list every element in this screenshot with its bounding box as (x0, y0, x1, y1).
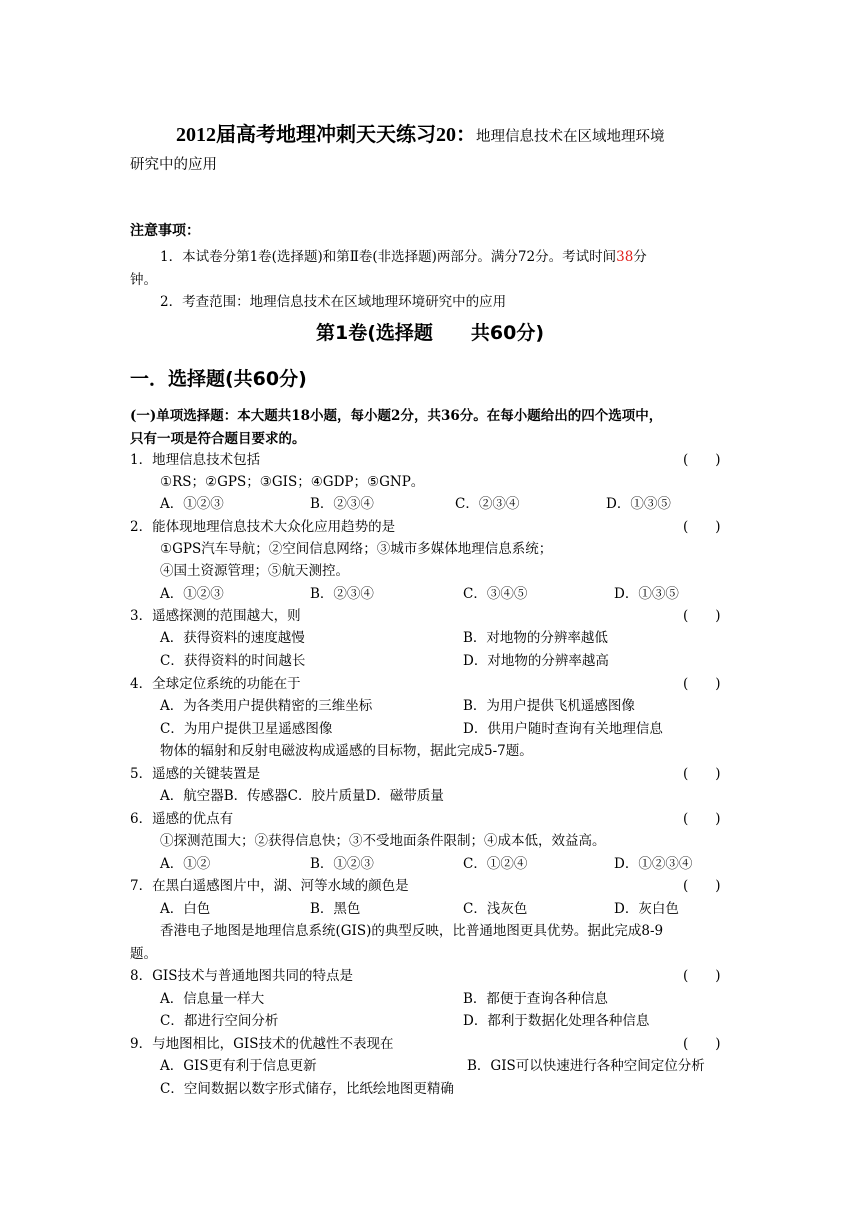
question-2-items-2: ④国土资源管理；⑤航天测控。 (160, 563, 349, 579)
note-item-1 (160, 245, 647, 265)
question-6-stem: 6．遥感的优点有 (130, 811, 234, 827)
option-a: A．获得资料的速度越慢 (160, 630, 305, 646)
question-2-stem: 2．能体现地理信息技术大众化应用趋势的是 (130, 519, 396, 535)
option-c: C．①②④ (463, 856, 528, 872)
exam-time-value: 38 (616, 249, 634, 265)
option-a: A．①②③ (160, 586, 224, 602)
question-5-options: A．航空器B．传感器C．胶片质量D．磁带质量 (160, 788, 444, 804)
note-item-1-text: 1．本试卷分第1卷(选择题)和第Ⅱ卷(非选择题)两部分。满分72分。考试时间 (160, 249, 617, 265)
instructions-line-1: (一)单项选择题：本大题共18小题，每小题2分，共36分。在每小题给出的四个选项中， (130, 408, 663, 424)
note-item-1-cont: 钟。 (130, 272, 157, 288)
instructions-line-2: 只有一项是符合题目要求的。 (130, 431, 306, 447)
answer-blank: ( ) (683, 811, 721, 827)
question-6-items: ①探测范围大；②获得信息快；③不受地面条件限制；④成本低，效益高。 (160, 833, 606, 849)
answer-blank: ( ) (683, 608, 721, 624)
answer-blank: ( ) (683, 766, 721, 782)
option-c: C．都进行空间分析 (160, 1013, 279, 1029)
option-b: B．①②③ (310, 856, 374, 872)
lead-text-8-9-line-1: 香港电子地图是地理信息系统(GIS)的典型反映，比普通地图更具优势。据此完成8-9 (160, 923, 664, 939)
option-b: B．黑色 (310, 901, 361, 917)
option-c: C．获得资料的时间越长 (160, 653, 306, 669)
question-1-stem: 1．地理信息技术包括 (130, 452, 261, 468)
option-b: B．②③④ (310, 586, 374, 602)
option-a: A．①②③ (160, 496, 224, 512)
question-4-stem: 4．全球定位系统的功能在于 (130, 676, 301, 692)
option-a: A．白色 (160, 901, 211, 917)
question-5-stem: 5．遥感的关键装置是 (130, 766, 261, 782)
question-1-items: ①RS；②GPS；③GIS；④GDP；⑤GNP。 (160, 474, 425, 490)
option-a: A．为各类用户提供精密的三维坐标 (160, 698, 373, 714)
option-d: D．对地物的分辨率越高 (463, 653, 609, 669)
answer-blank: ( ) (683, 878, 721, 894)
option-b: B．都便于查询各种信息 (463, 991, 608, 1007)
option-d: D．①②③④ (614, 856, 693, 872)
question-8-stem: 8．GIS技术与普通地图共同的特点是 (130, 968, 353, 984)
option-d: D．供用户随时查询有关地理信息 (463, 721, 663, 737)
answer-blank: ( ) (683, 968, 721, 984)
option-d: D．都利于数据化处理各种信息 (463, 1013, 650, 1029)
document-title (176, 118, 665, 147)
title-subtitle-part1: 地理信息技术在区域地理环境 (476, 129, 665, 145)
option-b: B．对地物的分辨率越低 (463, 630, 608, 646)
option-a: A．信息量一样大 (160, 991, 265, 1007)
option-b: B．GIS可以快速进行各种空间定位分析 (467, 1058, 705, 1074)
option-d: D．①③⑤ (606, 496, 671, 512)
note-item-1-unit: 分 (633, 249, 647, 265)
option-b: B．为用户提供飞机遥感图像 (463, 698, 635, 714)
lead-text-5-7: 物体的辐射和反射电磁波构成遥感的目标物，据此完成5-7题。 (160, 743, 533, 759)
question-3-stem: 3．遥感探测的范围越大，则 (130, 608, 301, 624)
answer-blank: ( ) (683, 452, 721, 468)
title-subtitle-part2: 研究中的应用 (130, 157, 217, 173)
question-7-stem: 7．在黑白遥感图片中，湖、河等水域的颜色是 (130, 878, 409, 894)
question-2-items-1: ①GPS汽车导航；②空间信息网络；③城市多媒体地理信息系统； (160, 541, 553, 557)
lead-text-8-9-line-2: 题。 (130, 946, 157, 962)
question-9-stem: 9．与地图相比，GIS技术的优越性不表现在 (130, 1036, 394, 1052)
note-item-2: 2．考查范围：地理信息技术在区域地理环境研究中的应用 (160, 294, 507, 310)
volume-title: 第1卷(选择题 共60分) (315, 322, 545, 344)
title-main: 2012届高考地理冲刺天天练习20： (176, 124, 476, 146)
option-a: A．①② (160, 856, 211, 872)
option-d: D．①③⑤ (614, 586, 679, 602)
option-d: D．灰白色 (614, 901, 679, 917)
answer-blank: ( ) (683, 1036, 721, 1052)
option-c: C．空间数据以数字形式储存，比纸绘地图更精确 (160, 1081, 454, 1097)
notes-heading: 注意事项： (130, 223, 200, 239)
answer-blank: ( ) (683, 676, 721, 692)
option-a: A．GIS更有利于信息更新 (160, 1058, 317, 1074)
section-title: 一．选择题(共60分) (130, 368, 307, 390)
option-c: C．②③④ (455, 496, 520, 512)
option-c: C．浅灰色 (463, 901, 528, 917)
option-b: B．②③④ (310, 496, 374, 512)
option-c: C．③④⑤ (463, 586, 528, 602)
option-c: C．为用户提供卫星遥感图像 (160, 721, 333, 737)
answer-blank: ( ) (683, 519, 721, 535)
